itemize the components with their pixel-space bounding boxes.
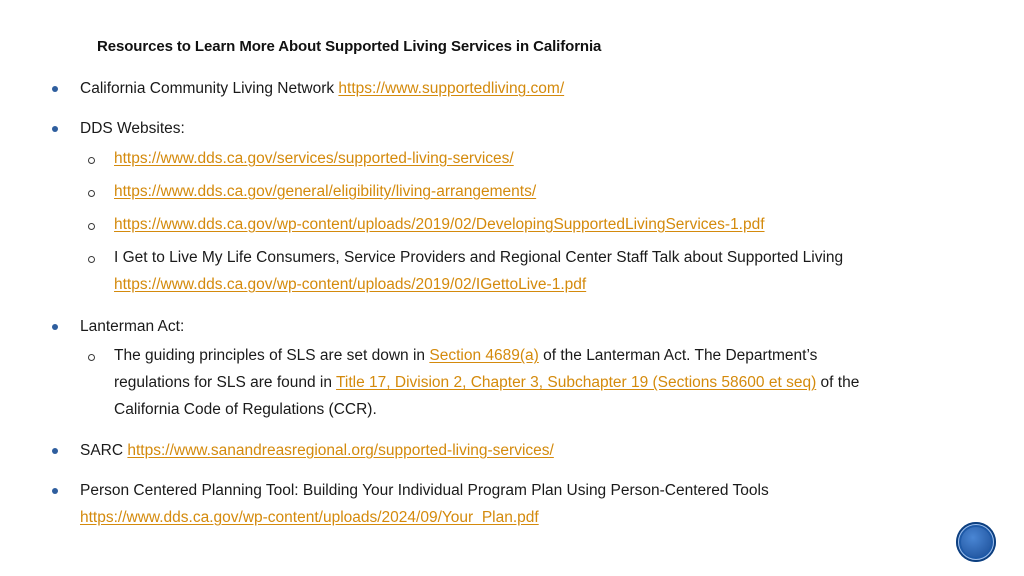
sub-list-item (114, 178, 536, 205)
item-text: The guiding principles of SLS are set down in (114, 347, 430, 364)
item-text: of the Lanterman Act. The Department’s (538, 347, 818, 364)
item-text: of the (816, 374, 860, 391)
logo-seal-icon (956, 522, 996, 562)
link-title-17[interactable]: Title 17, Division 2, Chapter 3, Subchapter 19 (Sections 58600 et seq) (336, 374, 817, 391)
list-item (80, 437, 554, 464)
sub-list-item (114, 211, 765, 238)
sub-list-item (114, 244, 843, 271)
bullet-icon (52, 448, 58, 454)
link-your-plan-pdf[interactable]: https://www.dds.ca.gov/wp-content/uploads/2024/09/Your_Plan.pdf (80, 509, 539, 526)
link-supportedliving[interactable]: https://www.supportedliving.com/ (338, 80, 565, 97)
link-dds-igettolive-pdf[interactable]: https://www.dds.ca.gov/wp-content/uploads/2019/02/IGettoLive-1.pdf (114, 276, 587, 293)
item-label: SARC (80, 442, 128, 459)
bullet-icon (52, 324, 58, 330)
item-text: California Code of Regulations (CCR). (114, 401, 377, 418)
link-sarc[interactable]: https://www.sanandreasregional.org/supported-living-services/ (127, 442, 554, 459)
item-label: Lanterman Act: (80, 318, 185, 335)
link-dds-sls[interactable]: https://www.dds.ca.gov/services/supported-living-services/ (114, 150, 514, 167)
logo-seal-ring (958, 524, 994, 560)
item-text: regulations for SLS are found in (114, 374, 337, 391)
sub-bullet-icon (88, 190, 95, 197)
page-title: Resources to Learn More About Supported Living Services in California (97, 38, 602, 55)
list-item (80, 75, 564, 102)
bullet-icon (52, 86, 58, 92)
sub-bullet-icon (88, 354, 95, 361)
bullet-icon (52, 126, 58, 132)
sub-bullet-icon (88, 157, 95, 164)
sub-list-item (114, 145, 514, 172)
list-item (80, 477, 769, 504)
sub-list-item-continued (114, 396, 377, 423)
item-text: I Get to Live My Life Consumers, Service Providers and Regional Center Staff Talk about Supported Living (114, 249, 844, 266)
item-label: California Community Living Network (80, 80, 339, 97)
sub-list-item-continued (114, 271, 586, 298)
sub-bullet-icon (88, 256, 95, 263)
link-dds-developing-sls-pdf[interactable]: https://www.dds.ca.gov/wp-content/uploads/2019/02/DevelopingSupportedLivingServices-1.pdf (114, 216, 765, 233)
list-item (80, 313, 184, 340)
list-item-continued (80, 504, 539, 531)
item-label: Person Centered Planning Tool: Building Your Individual Program Plan Using Person-Centered Tools (80, 482, 769, 499)
sub-list-item (114, 342, 817, 369)
item-label: DDS Websites: (80, 120, 185, 137)
link-dds-living-arrangements[interactable]: https://www.dds.ca.gov/general/eligibility/living-arrangements/ (114, 183, 537, 200)
sub-list-item-continued (114, 369, 859, 396)
link-section-4689a[interactable]: Section 4689(a) (429, 347, 539, 364)
sub-bullet-icon (88, 223, 95, 230)
list-item (80, 115, 185, 142)
bullet-icon (52, 488, 58, 494)
